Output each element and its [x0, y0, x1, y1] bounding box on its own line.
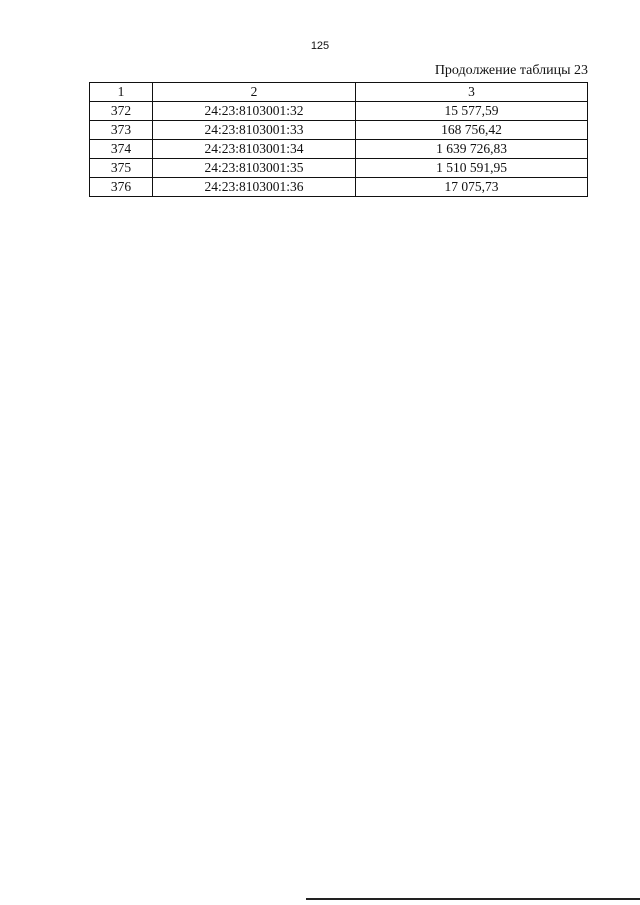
row-number-cell: 372	[90, 102, 153, 121]
cadastral-number-cell: 24:23:8103001:33	[153, 121, 356, 140]
column-header: 3	[356, 83, 588, 102]
page-number: 125	[310, 40, 330, 52]
row-number-cell: 373	[90, 121, 153, 140]
value-cell: 1 510 591,95	[356, 159, 588, 178]
table-header-row	[90, 83, 588, 102]
cadastral-number-cell: 24:23:8103001:32	[153, 102, 356, 121]
table-caption: Продолжение таблицы 23	[434, 63, 588, 78]
table-row	[90, 159, 588, 178]
value-cell: 168 756,42	[356, 121, 588, 140]
value-cell: 17 075,73	[356, 178, 588, 197]
cadastral-number-cell: 24:23:8103001:36	[153, 178, 356, 197]
table-row	[90, 121, 588, 140]
cadastral-number-cell: 24:23:8103001:34	[153, 140, 356, 159]
column-header: 2	[153, 83, 356, 102]
table-row	[90, 140, 588, 159]
row-number-cell: 376	[90, 178, 153, 197]
row-number-cell: 374	[90, 140, 153, 159]
value-cell: 1 639 726,83	[356, 140, 588, 159]
data-table	[89, 82, 588, 197]
cadastral-number-cell: 24:23:8103001:35	[153, 159, 356, 178]
table-row	[90, 102, 588, 121]
bottom-rule	[306, 898, 640, 900]
row-number-cell: 375	[90, 159, 153, 178]
column-header: 1	[90, 83, 153, 102]
table-row	[90, 178, 588, 197]
value-cell: 15 577,59	[356, 102, 588, 121]
